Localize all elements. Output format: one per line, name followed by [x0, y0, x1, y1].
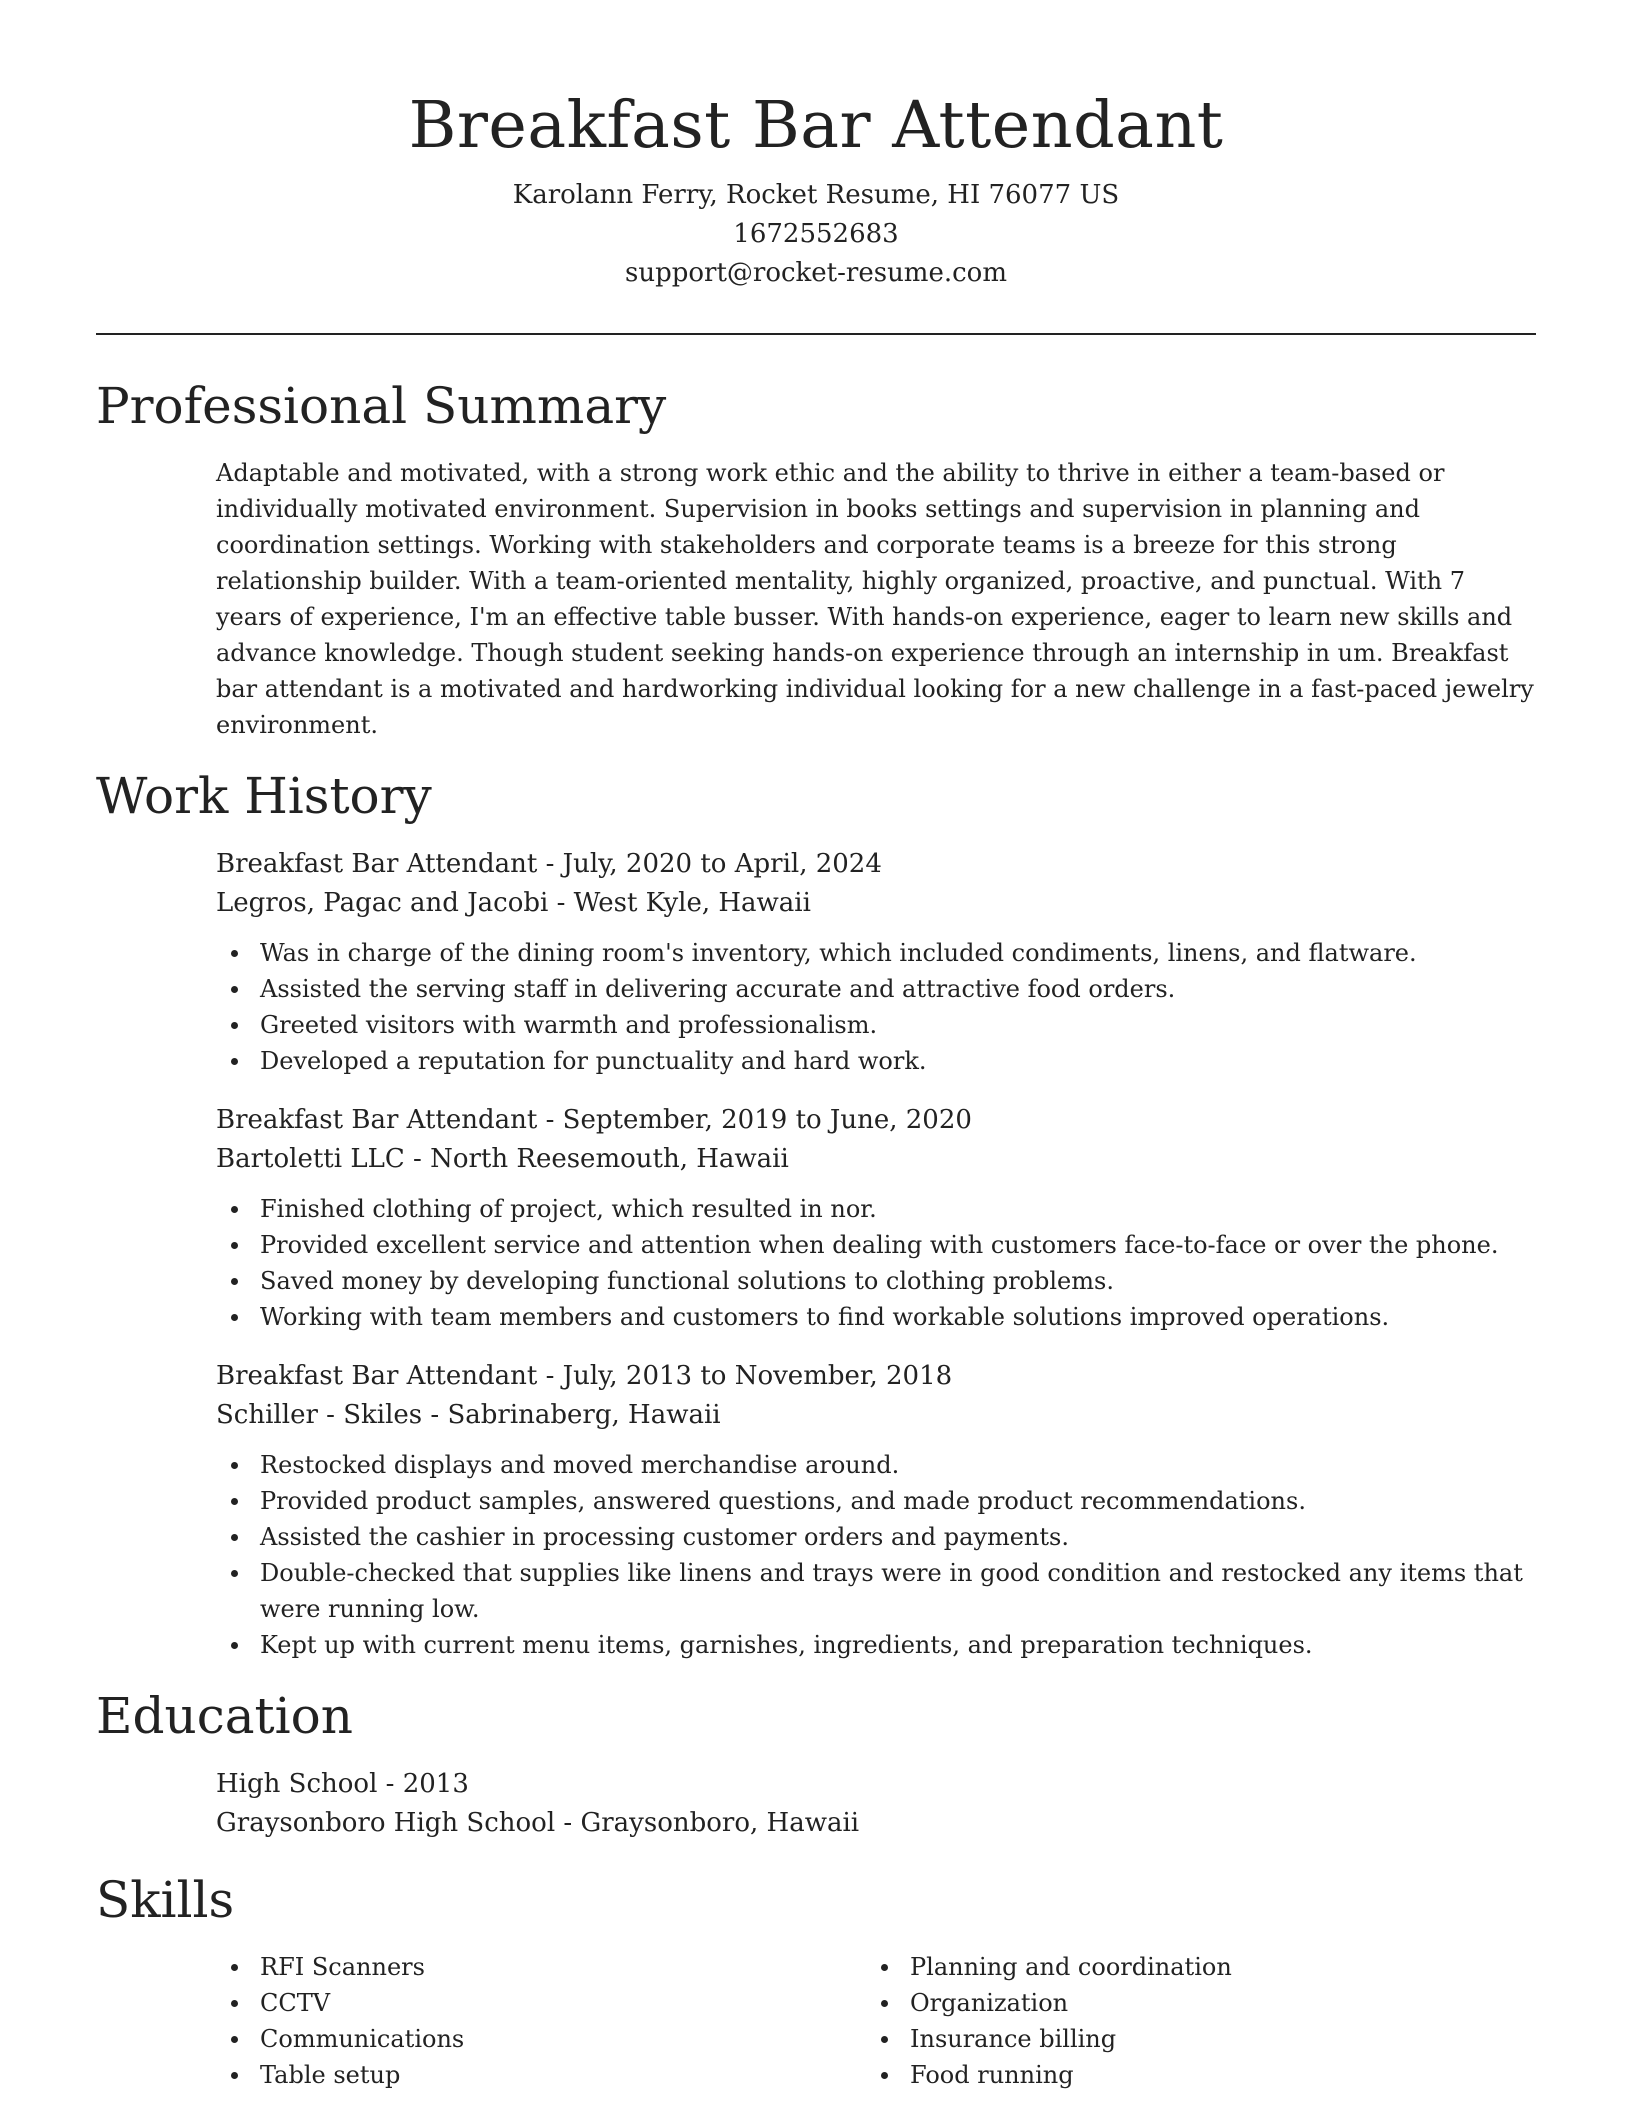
separator: - — [537, 1361, 563, 1391]
work-history-heading: Work History — [96, 767, 432, 825]
education-section — [96, 1685, 1536, 1843]
education-degree-line — [216, 1765, 1536, 1804]
summary-body — [96, 455, 1536, 743]
separator: - — [404, 1144, 431, 1174]
job-location: Sabrinaberg, Hawaii — [447, 1400, 721, 1430]
education-year: 2013 — [402, 1769, 469, 1799]
job-title-line — [216, 1101, 1536, 1140]
skills-section — [96, 1869, 1536, 2093]
job-duties-list — [216, 935, 1536, 1079]
job-duties-list — [216, 1191, 1536, 1335]
job-title: Breakfast Bar Attendant — [216, 1105, 538, 1135]
work-history-body — [96, 845, 1536, 1663]
summary-heading: Professional Summary — [96, 377, 667, 435]
list-item: Restocked displays and moved merchandise around. — [216, 1447, 1536, 1483]
list-item: Provided excellent service and attention when dealing with customers face-to-face or over the phone. — [216, 1227, 1536, 1263]
list-item: Was in charge of the dining room's inventory, which included condiments, linens, and flatware. — [216, 935, 1536, 971]
job-dates: July, 2013 to November, 2018 — [562, 1361, 953, 1391]
candidate-name: Breakfast Bar Attendant — [408, 88, 1224, 163]
separator: - — [548, 888, 574, 918]
education-location: Graysonboro, Hawaii — [580, 1808, 860, 1838]
job-company: Schiller - Skiles — [216, 1400, 423, 1430]
skill-item: CCTV — [216, 1985, 866, 2021]
job-duties-list — [216, 1447, 1536, 1663]
job-company: Bartoletti LLC — [216, 1144, 405, 1174]
skill-item: Organization — [866, 1985, 1516, 2021]
skill-item: Food running — [866, 2057, 1516, 2093]
list-item: Provided product samples, answered questions, and made product recommendations. — [216, 1483, 1536, 1519]
separator: - — [377, 1769, 403, 1799]
skill-item: Table setup — [216, 2057, 866, 2093]
work-history-section — [96, 765, 1536, 1663]
skill-item: RFI Scanners — [216, 1949, 866, 1985]
separator: - — [537, 849, 563, 879]
resume-header — [96, 0, 1536, 293]
list-item: Saved money by developing functional solutions to clothing problems. — [216, 1263, 1536, 1299]
job-title-line — [216, 845, 1536, 884]
skill-item: Communications — [216, 2021, 866, 2057]
job-title: Breakfast Bar Attendant — [216, 849, 538, 879]
skills-column-left — [216, 1949, 866, 2093]
skills-body — [96, 1949, 1536, 2093]
list-item: Assisted the serving staff in delivering accurate and attractive food orders. — [216, 971, 1536, 1007]
summary-section — [96, 375, 1536, 743]
job-entry — [216, 845, 1536, 1079]
skills-heading: Skills — [96, 1871, 235, 1929]
list-item: Developed a reputation for punctuality and hard work. — [216, 1043, 1536, 1079]
skill-item: Insurance billing — [866, 2021, 1516, 2057]
contact-address: Karolann Ferry, Rocket Resume, HI 76077 US — [512, 180, 1120, 210]
job-title-line — [216, 1357, 1536, 1396]
list-item: Finished clothing of project, which resulted in nor. — [216, 1191, 1536, 1227]
job-entry — [216, 1101, 1536, 1335]
separator: - — [537, 1105, 563, 1135]
job-dates: July, 2020 to April, 2024 — [562, 849, 882, 879]
job-title: Breakfast Bar Attendant — [216, 1361, 538, 1391]
separator: - — [555, 1808, 581, 1838]
summary-text: Adaptable and motivated, with a strong work ethic and the ability to thrive in either a team-based or individually motivated environment. Supervision in books settings and supervision in planning and coordination settings. Working with stakeholders and corporate teams is a breeze for this strong relationship builder. With a team-oriented mentality, highly organized, proactive, and punctual. With 7 years of experience, I'm an effective table busser. With hands-on experience, eager to learn new skills and advance knowledge. Though student seeking hands-on experience through an internship in um. Breakfast bar attendant is a motivated and hardworking individual looking for a new challenge in a fast-paced jewelry environment. — [216, 459, 1534, 739]
contact-email: support@rocket-resume.com — [624, 258, 1007, 288]
list-item: Kept up with current menu items, garnishes, ingredients, and preparation techniques. — [216, 1627, 1536, 1663]
contact-phone: 1672552683 — [733, 219, 899, 249]
list-item: Working with team members and customers to find workable solutions improved operations. — [216, 1299, 1536, 1335]
separator: - — [422, 1400, 448, 1430]
list-item: Assisted the cashier in processing customer orders and payments. — [216, 1519, 1536, 1555]
list-item: Greeted visitors with warmth and professionalism. — [216, 1007, 1536, 1043]
contact-block — [96, 176, 1536, 293]
job-dates: September, 2019 to June, 2020 — [562, 1105, 972, 1135]
education-body — [96, 1765, 1536, 1843]
education-school: Graysonboro High School — [216, 1808, 556, 1838]
header-divider — [96, 333, 1536, 335]
job-company: Legros, Pagac and Jacobi — [216, 888, 549, 918]
job-company-line — [216, 1140, 1536, 1179]
job-location: North Reesemouth, Hawaii — [430, 1144, 789, 1174]
job-location: West Kyle, Hawaii — [573, 888, 811, 918]
skills-list-right — [866, 1949, 1516, 2093]
skill-item: Planning and coordination — [866, 1949, 1516, 1985]
skills-column-right — [866, 1949, 1516, 2093]
job-company-line — [216, 884, 1536, 923]
job-company-line — [216, 1396, 1536, 1435]
education-degree: High School — [216, 1769, 378, 1799]
skills-list-left — [216, 1949, 866, 2093]
job-entry — [216, 1357, 1536, 1663]
list-item: Double-checked that supplies like linens and trays were in good condition and restocked any items that were running low. — [216, 1555, 1536, 1627]
education-school-line — [216, 1804, 1536, 1843]
education-heading: Education — [96, 1687, 353, 1745]
